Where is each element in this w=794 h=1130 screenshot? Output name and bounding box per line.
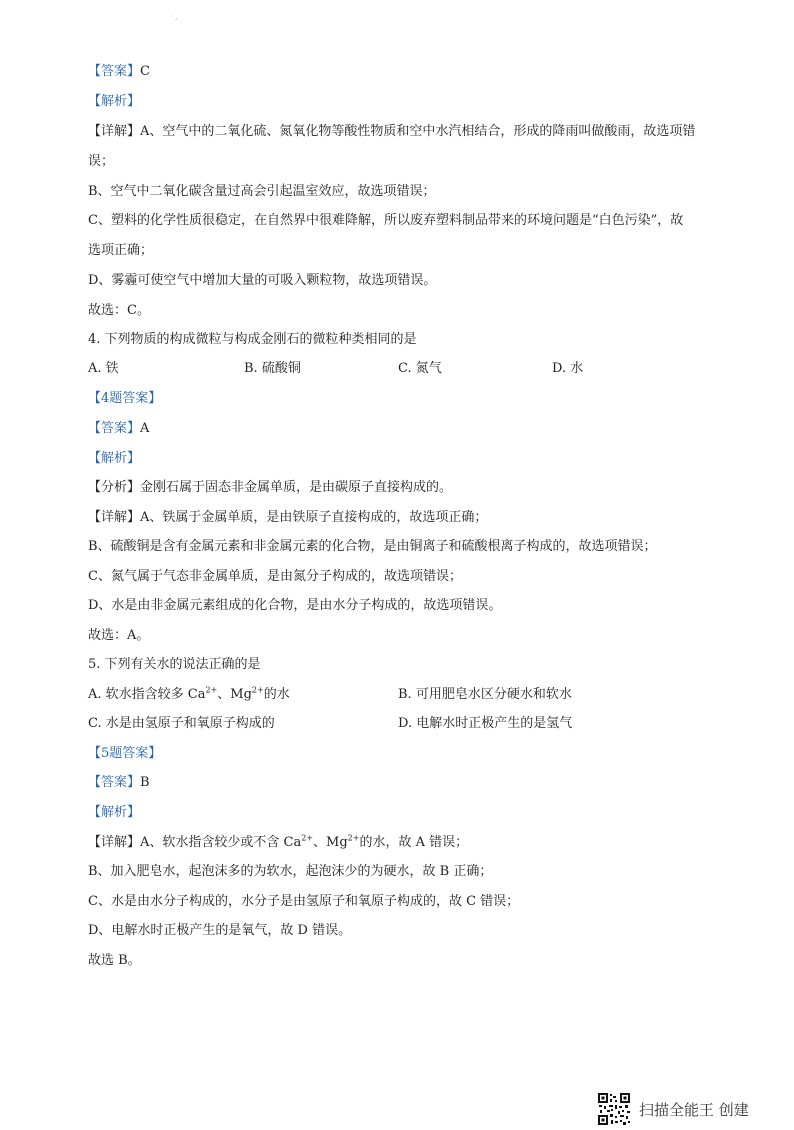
conclusion-q4: 故选：A。 — [88, 628, 150, 643]
detail-line-q4-d: D、水是由非金属元素组成的化合物，是由水分子构成的，故选项错误。 — [88, 598, 502, 613]
q5-option-a-text-end: 的水 — [263, 687, 290, 702]
answer-line-q4 — [88, 420, 149, 438]
answer-header: 【4题答案】 — [88, 391, 162, 406]
detail-line-q5-a — [88, 834, 468, 852]
detail-text: A、铁属于金属单质，是由铁原子直接构成的，故选项正确； — [140, 510, 488, 525]
detail-line-q4-b: B、硫酸铜是含有金属元素和非金属元素的化合物，是由铜离子和硫酸根离子构成的，故选项错误； — [88, 539, 657, 554]
detail-charge-1: 2+ — [301, 833, 314, 843]
answer-line-q3 — [88, 63, 150, 81]
detail-line-q3-c2: 选项正确； — [88, 243, 154, 258]
fenxi-tag: 【分析】 — [88, 480, 141, 495]
detail-tag: 【详解】 — [88, 124, 141, 139]
detail-text: A、空气中的二氧化硫、氮氧化物等酸性物质和空中水汽相结合，形成的降雨叫做酸雨，故选项错 — [140, 124, 696, 139]
analysis-tag-q4 — [88, 450, 140, 468]
q4-option-c: C. 氮气 — [398, 361, 442, 376]
answer-line-q5 — [88, 774, 150, 792]
conclusion-q5: 故选 B。 — [88, 953, 141, 968]
conclusion-q3: 故选：C。 — [88, 303, 150, 318]
detail-line-q4-a — [88, 509, 487, 527]
q4-option-a: A. 铁 — [88, 361, 119, 376]
analysis-tag: 【解析】 — [88, 451, 141, 466]
detail-line-q3-b: B、空气中二氧化碳含量过高会引起温室效应，故选项错误； — [88, 184, 436, 199]
q5-option-a — [88, 686, 290, 704]
q5-option-a-charge-1: 2+ — [205, 685, 218, 695]
detail-line-q3-a-cont: 误； — [88, 154, 115, 169]
q5-option-d: D. 电解水时正极产生的是氢气 — [398, 716, 573, 731]
footer-text: 扫描全能王 创建 — [639, 1100, 749, 1119]
detail-text: A、软水指含较少或不含 Ca — [140, 835, 302, 850]
answer-value: C — [140, 64, 150, 79]
detail-charge-2: 2+ — [347, 833, 360, 843]
qr-code-icon — [597, 1092, 631, 1126]
question-stem-4: 4. 下列物质的构成微粒与构成金刚石的微粒种类相同的是 — [88, 332, 417, 347]
detail-text-mid: 、Mg — [313, 835, 348, 850]
q5-option-a-text: A. 软水指含较多 Ca — [88, 687, 206, 702]
detail-tag: 【详解】 — [88, 835, 141, 850]
answer-header: 【5题答案】 — [88, 746, 162, 761]
detail-line-q3-a — [88, 123, 695, 141]
q5-option-b: B. 可用肥皂水区分硬水和软水 — [398, 687, 572, 702]
q5-option-a-charge-2: 2+ — [251, 685, 264, 695]
analysis-tag-q3 — [88, 93, 140, 111]
answer-tag: 【答案】 — [88, 421, 141, 436]
q4-option-b: B. 硫酸铜 — [244, 361, 301, 376]
answer-value: B — [140, 775, 150, 790]
question-stem-5: 5. 下列有关水的说法正确的是 — [88, 657, 261, 672]
answer-header-q4 — [88, 390, 161, 408]
analysis-tag: 【解析】 — [88, 94, 141, 109]
answer-tag: 【答案】 — [88, 64, 141, 79]
answer-value: A — [140, 421, 150, 436]
q5-option-a-text-mid: 、Mg — [217, 687, 252, 702]
analysis-tag-q5 — [88, 804, 140, 822]
fenxi-text: 金刚石属于固态非金属单质，是由碳原子直接构成的。 — [140, 480, 453, 495]
detail-line-q3-d: D、雾霾可使空气中增加大量的可吸入颗粒物，故选项错误。 — [88, 273, 437, 288]
detail-line-q4-c: C、氮气属于气态非金属单质，是由氮分子构成的，故选项错误； — [88, 569, 462, 584]
scanner-footer — [597, 1094, 749, 1124]
q4-option-d: D. 水 — [552, 361, 584, 376]
detail-line-q5-b: B、加入肥皂水，起泡沫多的为软水，起泡沫少的为硬水，故 B 正确； — [88, 864, 493, 879]
q5-option-c: C. 水是由氢原子和氧原子构成的 — [88, 716, 275, 731]
answer-tag: 【答案】 — [88, 775, 141, 790]
detail-line-q5-c: C、水是由水分子构成的，水分子是由氢原子和氧原子构成的，故 C 错误； — [88, 894, 520, 909]
answer-header-q5 — [88, 745, 161, 763]
detail-text-end: 的水，故 A 错误； — [359, 835, 469, 850]
detail-tag: 【详解】 — [88, 510, 141, 525]
corner-mark: · , — [170, 12, 178, 21]
detail-line-q3-c1: C、塑料的化学性质很稳定，在自然界中很难降解，所以废弃塑料制品带来的环境问题是“白色污染”，故 — [88, 213, 684, 228]
fenxi-line-q4 — [88, 479, 452, 497]
analysis-tag: 【解析】 — [88, 805, 141, 820]
detail-line-q5-d: D、电解水时正极产生的是氧气，故 D 错误。 — [88, 923, 352, 938]
